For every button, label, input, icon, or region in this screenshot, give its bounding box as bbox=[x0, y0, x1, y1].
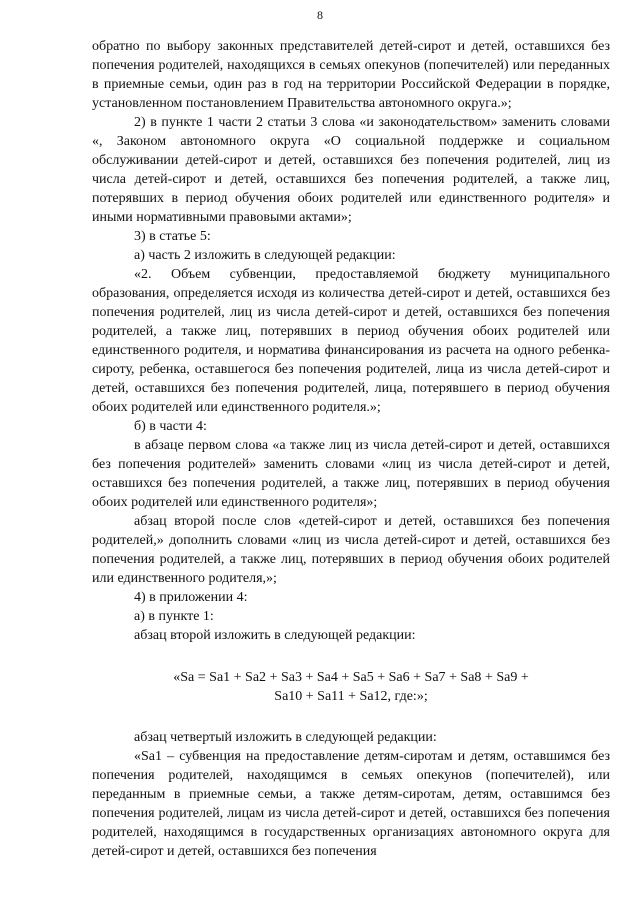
paragraph: 3) в статье 5: bbox=[134, 229, 211, 244]
document-body bbox=[92, 37, 610, 861]
paragraph: абзац четвертый изложить в следующей редакции: bbox=[134, 730, 437, 745]
paragraph: абзац второй изложить в следующей редакции: bbox=[134, 628, 416, 643]
paragraph: «2. Объем субвенции, предоставляемой бюджету муниципального образования, определяется исходя из количества детей-сирот и детей, оставшихся без попечения родителей, лиц из числа детей-сирот и детей, оставшихся без попечения родителей, а также лиц, потерявших в период обучения обоих родителей или единственного родителя, и норматива финансирования из расчета на одного ребенка-сироту, ребенка, оставшегося без попечения родителей, лица из числа детей-сирот и детей, оставшихся без попечения родителей, лица, потерявшего в период обучения обоих родителей или единственного родителя.»; bbox=[92, 267, 610, 415]
formula bbox=[92, 668, 610, 706]
paragraph: а) часть 2 изложить в следующей редакции: bbox=[134, 248, 396, 263]
paragraph: «Sa1 – субвенция на предоставление детям-сиротам и детям, оставшимся без попечения родителей, находящимся в семьях опекунов (попечителей), или переданным в приемные семьи, а также детям-сиротам, детям, оставшимся без попечения родителей, лицам из числа детей-сирот и детей, оставшихся без попечения родителей, находящимся в государственных организациях автономного округа для детей-сирот и детей, оставшихся без попечения bbox=[92, 749, 610, 859]
paragraph: 4) в приложении 4: bbox=[134, 590, 248, 605]
page-number: 8 bbox=[317, 8, 323, 22]
paragraph: обратно по выбору законных представителей детей-сирот и детей, оставшихся без попечения родителей, находящихся в семьях опекунов (попечителей) или переданных в приемные семьи, один раз в год на территории Российской Федерации в порядке, установленном постановлением Правительства автономного округа.»; bbox=[92, 39, 610, 111]
paragraph: 2) в пункте 1 части 2 статьи 3 слова «и законодательством» заменить словами «, Законом автономного округа «О социальной поддержке и социальном обслуживании детей-сирот и детей, оставшихся без попечения родителей, лиц из числа детей-сирот и детей, оставшихся без попечения родителей, а также лиц, потерявших в период обучения обоих родителей или единственного родителя» и иными нормативными правовыми актами»; bbox=[92, 115, 610, 225]
paragraph: б) в части 4: bbox=[134, 419, 207, 434]
paragraph: а) в пункте 1: bbox=[134, 609, 214, 624]
paragraph: в абзаце первом слова «а также лиц из числа детей-сирот и детей, оставшихся без попечения родителей» заменить словами «лиц из числа детей-сирот и детей, оставшихся без попечения родителей, а также лиц, потерявших в период обучения обоих родителей или единственного родителя»; bbox=[92, 438, 610, 510]
paragraph: абзац второй после слов «детей-сирот и детей, оставшихся без попечения родителей,» дополнить словами «лиц из числа детей-сирот и детей, оставшихся без попечения родителей, а также лиц, потерявших в период обучения обоих родителей или единственного родителя,»; bbox=[92, 514, 610, 586]
formula-line-1: «Sa = Sa1 + Sa2 + Sa3 + Sa4 + Sa5 + Sa6 + Sa7 + Sa8 + Sa9 + bbox=[173, 670, 529, 685]
formula-line-2: Sa10 + Sa11 + Sa12, где:»; bbox=[274, 689, 428, 704]
